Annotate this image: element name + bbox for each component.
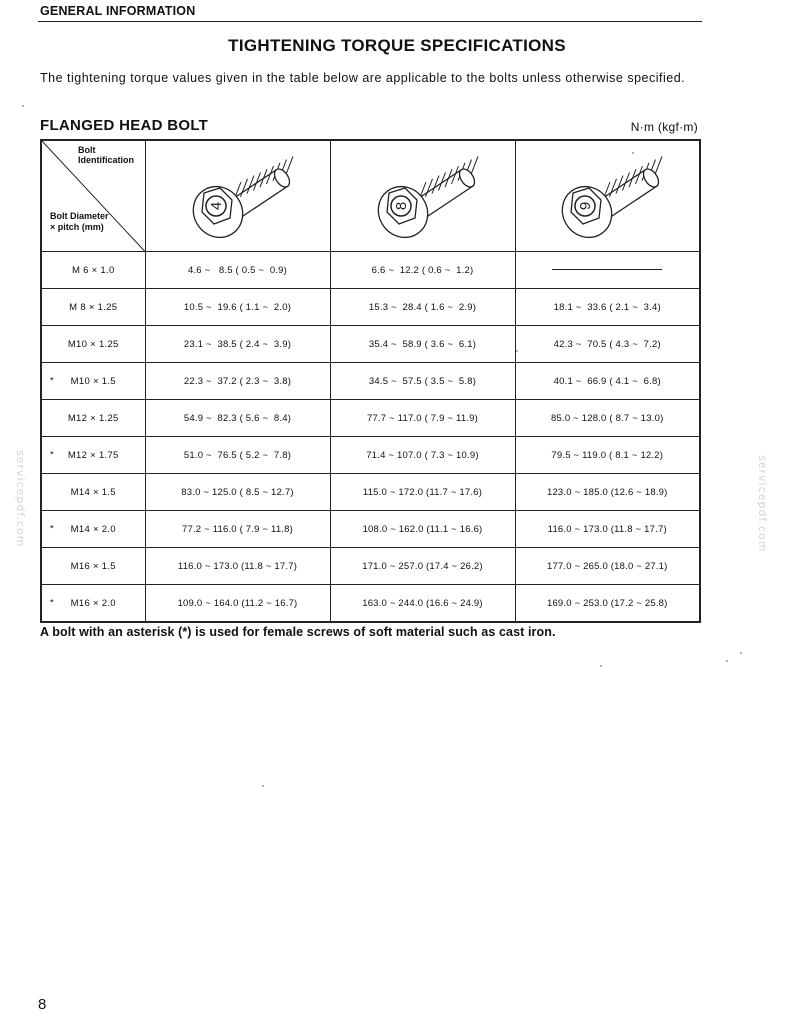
torque-value: 77.7 ~ 117.0 ( 7.9 ~ 11.9): [366, 412, 478, 424]
speck: [600, 665, 602, 667]
torque-value-cell: [330, 363, 515, 400]
torque-value: 109.0 ~ 164.0 (11.2 ~ 16.7): [177, 597, 298, 609]
torque-value-cell: [515, 548, 700, 585]
torque-value: 10.5 ~ 19.6 ( 1.1 ~ 2.0): [183, 301, 292, 313]
speck: [22, 105, 24, 107]
torque-value-cell: [515, 326, 700, 363]
torque-value-cell: [145, 400, 330, 437]
torque-value: 34.5 ~ 57.5 ( 3.5 ~ 5.8): [368, 375, 477, 387]
asterisk-mark: *: [50, 375, 54, 387]
torque-value: 18.1 ~ 33.6 ( 2.1 ~ 3.4): [553, 301, 661, 313]
table-row: [41, 252, 700, 289]
unit-label: N·m (kgf·m): [630, 120, 698, 134]
torque-value: 15.3 ~ 28.4 ( 1.6 ~ 2.9): [368, 301, 477, 313]
table-row: [41, 511, 700, 548]
torque-value-cell: [515, 252, 700, 289]
torque-value: 4.6 ~ 8.5 ( 0.5 ~ 0.9): [187, 264, 287, 276]
torque-value: 54.9 ~ 82.3 ( 5.6 ~ 8.4): [183, 412, 292, 424]
corner-bottom-label: Bolt Diameter × pitch (mm): [50, 211, 109, 232]
torque-value-cell: [515, 363, 700, 400]
table-body: [41, 252, 700, 623]
torque-value: 42.3 ~ 70.5 ( 4.3 ~ 7.2): [553, 338, 661, 350]
bolt-4-icon: [178, 148, 298, 244]
torque-value-cell: [330, 474, 515, 511]
bolt-size-label: M12 × 1.25: [67, 412, 119, 424]
table-row: [41, 548, 700, 585]
bolt-size-cell: [41, 585, 145, 623]
torque-value-cell: [330, 437, 515, 474]
torque-value-cell: [145, 585, 330, 623]
torque-value-cell: [515, 474, 700, 511]
bolt-size-cell: [41, 548, 145, 585]
torque-value: 163.0 ~ 244.0 (16.6 ~ 24.9): [362, 597, 483, 609]
speck: [516, 350, 518, 352]
bolt-size-cell: [41, 289, 145, 326]
bolt-8-icon: [363, 148, 483, 244]
section-title: FLANGED HEAD BOLT: [40, 117, 209, 134]
torque-value-cell: [145, 548, 330, 585]
speck: [740, 652, 742, 654]
intro-paragraph: The tightening torque values given in the table below are applicable to the bolts unless otherwise specified.: [40, 71, 686, 85]
table-row: [41, 400, 700, 437]
torque-value: 115.0 ~ 172.0 (11.7 ~ 17.6): [362, 486, 483, 498]
torque-value-cell: [145, 326, 330, 363]
torque-value-cell: [330, 252, 515, 289]
table-row: [41, 363, 700, 400]
table-row: [41, 474, 700, 511]
section-header: GENERAL INFORMATION: [40, 4, 196, 18]
svg-text:8: 8: [392, 201, 410, 211]
torque-value: 83.0 ~ 125.0 ( 8.5 ~ 12.7): [181, 486, 294, 498]
bolt-header-9: [515, 140, 700, 252]
torque-value-cell: [145, 474, 330, 511]
bolt-size-label: M12 × 1.75: [67, 449, 119, 461]
torque-value: 35.4 ~ 58.9 ( 3.6 ~ 6.1): [368, 338, 477, 350]
torque-value: 116.0 ~ 173.0 (11.8 ~ 17.7): [547, 523, 667, 535]
torque-value-cell: [145, 363, 330, 400]
corner-cell: [41, 140, 145, 252]
bolt-size-cell: [41, 511, 145, 548]
table-header-row: [41, 140, 700, 252]
table-row: [41, 326, 700, 363]
table-row: [41, 585, 700, 623]
header-rule: [38, 21, 702, 22]
bolt-size-label: M10 × 1.25: [67, 338, 119, 350]
torque-value: 22.3 ~ 37.2 ( 2.3 ~ 3.8): [183, 375, 292, 387]
torque-value: 116.0 ~ 173.0 (11.8 ~ 17.7): [177, 560, 298, 572]
asterisk-mark: *: [50, 523, 54, 535]
torque-value-cell: [515, 585, 700, 623]
torque-value-cell: [515, 437, 700, 474]
bolt-size-cell: [41, 363, 145, 400]
bolt-size-label: M 6 × 1.0: [71, 264, 115, 276]
torque-value: 79.5 ~ 119.0 ( 8.1 ~ 12.2): [551, 449, 664, 461]
speck: [726, 660, 728, 662]
bolt-size-cell: [41, 400, 145, 437]
table-row: [41, 289, 700, 326]
speck: [632, 152, 634, 154]
torque-value-cell: [330, 548, 515, 585]
bolt-header-4: [145, 140, 330, 252]
watermark-left: servicepdf.com: [14, 450, 27, 548]
torque-value: 108.0 ~ 162.0 (11.1 ~ 16.6): [362, 523, 483, 535]
watermark-right: servicepdf.com: [756, 455, 769, 553]
torque-value-cell: [145, 437, 330, 474]
torque-value-cell: [145, 511, 330, 548]
torque-value: 71.4 ~ 107.0 ( 7.3 ~ 10.9): [366, 449, 479, 461]
torque-value-cell: [330, 511, 515, 548]
torque-value: 85.0 ~ 128.0 ( 8.7 ~ 13.0): [551, 412, 664, 424]
bolt-size-label: M16 × 2.0: [70, 597, 116, 609]
bolt-size-cell: [41, 474, 145, 511]
torque-value-cell: [145, 252, 330, 289]
torque-value-cell: [515, 511, 700, 548]
bolt-size-cell: [41, 437, 145, 474]
bolt-size-label: M 8 × 1.25: [69, 301, 118, 313]
torque-value-cell: [330, 326, 515, 363]
bolt-size-label: M14 × 2.0: [70, 523, 116, 535]
torque-value: 123.0 ~ 185.0 (12.6 ~ 18.9): [546, 486, 668, 498]
asterisk-mark: *: [50, 449, 54, 461]
asterisk-mark: *: [50, 597, 54, 609]
bolt-header-8: [330, 140, 515, 252]
torque-value: 171.0 ~ 257.0 (17.4 ~ 26.2): [362, 560, 483, 572]
torque-value: 169.0 ~ 253.0 (17.2 ~ 25.8): [546, 597, 668, 609]
bolt-size-cell: [41, 326, 145, 363]
bolt-9-icon: [547, 148, 667, 244]
torque-value: 6.6 ~ 12.2 ( 0.6 ~ 1.2): [371, 264, 474, 276]
torque-value: 23.1 ~ 38.5 ( 2.4 ~ 3.9): [183, 338, 292, 350]
corner-top-label: Bolt Identification: [78, 145, 134, 165]
bolt-size-label: M16 × 1.5: [70, 560, 116, 572]
table-row: [41, 437, 700, 474]
bolt-size-label: M14 × 1.5: [70, 486, 116, 498]
page-title: TIGHTENING TORQUE SPECIFICATIONS: [228, 36, 566, 55]
torque-table: [40, 139, 701, 623]
torque-value: 77.2 ~ 116.0 ( 7.9 ~ 11.8): [181, 523, 293, 535]
footnote: A bolt with an asterisk (*) is used for female screws of soft material such as cast iron.: [40, 625, 556, 639]
speck: [262, 785, 264, 787]
torque-value-cell: [515, 400, 700, 437]
bolt-size-label: M10 × 1.5: [70, 375, 116, 387]
torque-value-cell: [330, 400, 515, 437]
svg-text:9: 9: [577, 201, 595, 211]
torque-value-cell: [515, 289, 700, 326]
svg-text:4: 4: [207, 201, 225, 211]
torque-value: 51.0 ~ 76.5 ( 5.2 ~ 7.8): [183, 449, 292, 461]
bolt-size-cell: [41, 252, 145, 289]
torque-value-cell: [330, 585, 515, 623]
page-number: 8: [38, 996, 47, 1013]
not-applicable-dash: [552, 269, 662, 270]
torque-value-cell: [330, 289, 515, 326]
torque-value: 177.0 ~ 265.0 (18.0 ~ 27.1): [546, 560, 668, 572]
torque-value-cell: [145, 289, 330, 326]
torque-value: 40.1 ~ 66.9 ( 4.1 ~ 6.8): [553, 375, 661, 387]
